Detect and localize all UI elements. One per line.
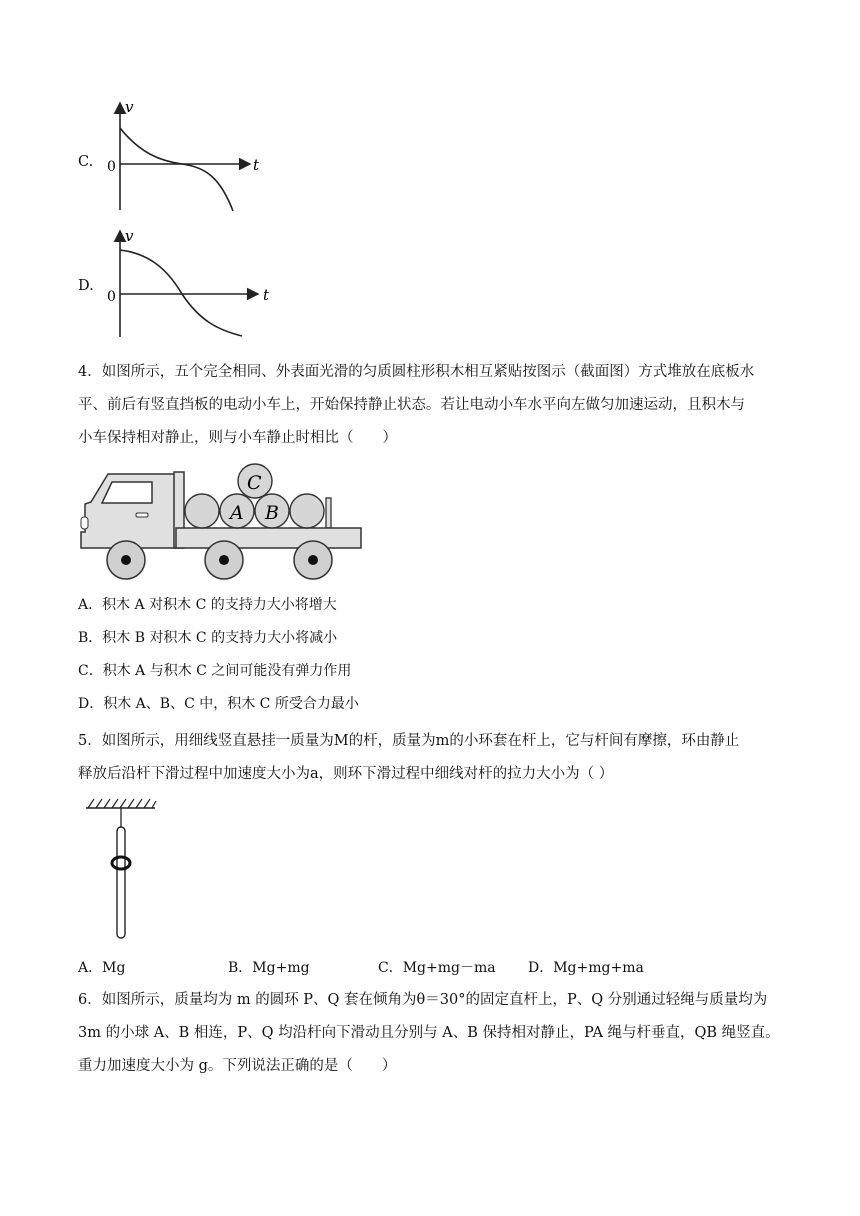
t-axis-label: t: [263, 286, 270, 304]
option-b[interactable]: B．Mg+mg: [228, 960, 310, 976]
t-axis-label: t: [253, 156, 260, 174]
option-d[interactable]: D．积木 A、B、C 中，积木 C 所受合力最小: [78, 696, 359, 712]
origin-label: 0: [107, 289, 116, 305]
vt-graph-c: [100, 95, 275, 220]
truck-figure: [76, 462, 366, 586]
wheel: [205, 541, 243, 579]
question-6-line: 6．如图所示，质量均为 m 的圆环 P、Q 套在倾角为θ＝30°的固定直杆上，P、Q 分别通过轻绳与质量均为: [78, 992, 768, 1008]
question-4-line: 平、前后有竖直挡板的电动小车上，开始保持静止状态。若让电动小车水平向左做匀加速运动，且积木与: [78, 397, 745, 413]
rear-barrier: [326, 498, 331, 528]
question-4-line: 小车保持相对静止，则与小车静止时相比（ ）: [78, 430, 397, 446]
v-axis-label: v: [125, 98, 134, 116]
option-c[interactable]: C．Mg+mg－ma: [378, 960, 496, 976]
option-d[interactable]: D．Mg+mg+ma: [528, 960, 644, 976]
hanging-rod-figure: [80, 795, 170, 945]
question-6-line: 重力加速度大小为 g。下列说法正确的是（ ）: [78, 1058, 397, 1074]
option-a[interactable]: A．积木 A 对积木 C 的支持力大小将增大: [78, 597, 337, 613]
cylinder-c-label: C: [247, 472, 262, 494]
headlight: [81, 517, 88, 529]
option-c-label: C.: [78, 154, 94, 170]
question-5-options: [78, 957, 778, 979]
ceiling-hatch: [88, 799, 156, 808]
question-4-line: 4．如图所示，五个完全相同、外表面光滑的匀质圆柱形积木相互紧贴按图示（截面图）方式堆放在底板水: [78, 364, 755, 380]
question-5-line: 释放后沿杆下滑过程中加速度大小为a，则环下滑过程中细线对杆的拉力大小为（ ）: [78, 766, 614, 782]
question-6-line: 3m 的小球 A、B 相连，P、Q 均沿杆向下滑动且分别与 A、B 保持相对静止，PA 绳与杆垂直，QB 绳竖直。: [78, 1025, 780, 1041]
cylinder: [185, 494, 219, 528]
wheel: [294, 541, 332, 579]
option-c[interactable]: C．积木 A 与积木 C 之间可能没有弹力作用: [78, 663, 352, 679]
rod: [117, 827, 125, 938]
wheel: [107, 541, 145, 579]
vt-curve: [120, 250, 242, 336]
question-4-options: [78, 594, 359, 726]
question-4-text: [78, 356, 754, 455]
cylinder-b-label: B: [265, 502, 279, 524]
door-handle: [136, 513, 148, 517]
cylinder-a-label: A: [230, 502, 244, 524]
option-b[interactable]: B．积木 B 对积木 C 的支持力大小将减小: [78, 630, 338, 646]
vt-curve: [120, 128, 233, 211]
v-axis-label: v: [125, 227, 134, 245]
origin-label: 0: [107, 159, 116, 175]
cylinder: [290, 494, 324, 528]
question-5-line: 5．如图所示，用细线竖直悬挂一质量为M的杆，质量为m的小环套在杆上，它与杆间有摩擦，环由静止: [78, 733, 740, 749]
option-d-label: D.: [78, 278, 94, 294]
option-a[interactable]: A．Mg: [78, 960, 126, 976]
question-5-text: [78, 725, 739, 791]
vt-graph-d: [100, 225, 280, 345]
question-6-text: [78, 984, 780, 1083]
truck-bed: [176, 528, 361, 548]
